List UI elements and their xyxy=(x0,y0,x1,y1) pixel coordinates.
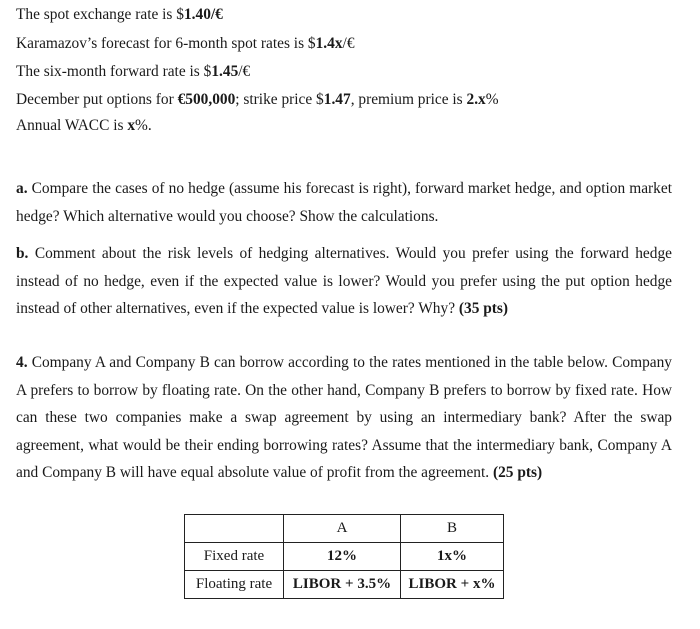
question-b-label: b. xyxy=(16,245,29,262)
forecast-suffix: /€ xyxy=(342,35,355,52)
put-suffix: % xyxy=(485,91,499,108)
header-company-a: A xyxy=(284,515,401,543)
row-label-floating: Floating rate xyxy=(185,571,284,599)
put-amount: €500,000 xyxy=(177,91,236,108)
put-premium: 2.x xyxy=(466,91,486,108)
forward-rate-line xyxy=(16,63,250,81)
table-header-row xyxy=(185,515,504,543)
question-a-text: Compare the cases of no hedge (assume his forecast is right), forward market hedge, and option market hedge? Which alternative would you choose? Show the calculations. xyxy=(16,180,672,225)
question-a-label: a. xyxy=(16,180,28,197)
forward-rate-value: 1.45 xyxy=(211,63,239,80)
fixed-rate-b: 1x% xyxy=(401,543,504,571)
table-row xyxy=(185,543,504,571)
forecast-value: 1.4x xyxy=(315,35,343,52)
wacc-prefix: Annual WACC is xyxy=(16,117,128,134)
wacc-line xyxy=(16,117,152,135)
question-b xyxy=(16,240,672,323)
floating-rate-b: LIBOR + x% xyxy=(401,571,504,599)
put-mid2: , premium price is xyxy=(350,91,467,108)
forward-rate-suffix: /€ xyxy=(238,63,251,80)
forecast-line xyxy=(16,35,355,53)
floating-rate-a: LIBOR + 3.5% xyxy=(284,571,401,599)
question-b-points: (35 pts) xyxy=(458,300,509,317)
rates-table xyxy=(184,514,504,599)
header-company-b: B xyxy=(401,515,504,543)
header-blank-cell xyxy=(185,515,284,543)
fixed-rate-a: 12% xyxy=(284,543,401,571)
wacc-value: x xyxy=(127,117,136,134)
question-b-text: Comment about the risk levels of hedging alternatives. Would you prefer using the forward hedge instead of no hedge, even if the expected value is lower? Would you prefer using the put option hedge instead of other alternatives, even if the expected value is lower? Why? xyxy=(16,245,672,317)
put-prefix: December put options for xyxy=(16,91,178,108)
forward-rate-prefix: The six-month forward rate is $ xyxy=(16,63,212,80)
spot-rate-prefix: The spot exchange rate is $ xyxy=(16,6,184,23)
put-options-line xyxy=(16,91,499,109)
table-row xyxy=(185,571,504,599)
spot-rate-value: 1.40 xyxy=(183,6,211,23)
question-4-text: Company A and Company B can borrow according to the rates mentioned in the table below. Company A prefers to borrow by floating rate. On the other hand, Company B prefers to borrow by fixed rate. How can these two companies make a swap agreement by using an intermediary bank? After the swap agreement, what would be their ending borrowing rates? Assume that the intermediary bank, Company A and Company B will have equal absolute value of profit from the agreement. xyxy=(16,354,672,481)
put-strike: 1.47 xyxy=(323,91,351,108)
question-4-label: 4. xyxy=(16,354,28,371)
put-mid: ; strike price $ xyxy=(235,91,324,108)
forecast-prefix: Karamazov’s forecast for 6-month spot rates is $ xyxy=(16,35,316,52)
question-a xyxy=(16,175,672,230)
question-4 xyxy=(16,349,672,487)
question-4-points: (25 pts) xyxy=(492,464,543,481)
wacc-suffix: %. xyxy=(135,117,152,134)
spot-rate-line xyxy=(16,6,223,24)
row-label-fixed: Fixed rate xyxy=(185,543,284,571)
spot-rate-suffix: /€ xyxy=(210,6,223,23)
